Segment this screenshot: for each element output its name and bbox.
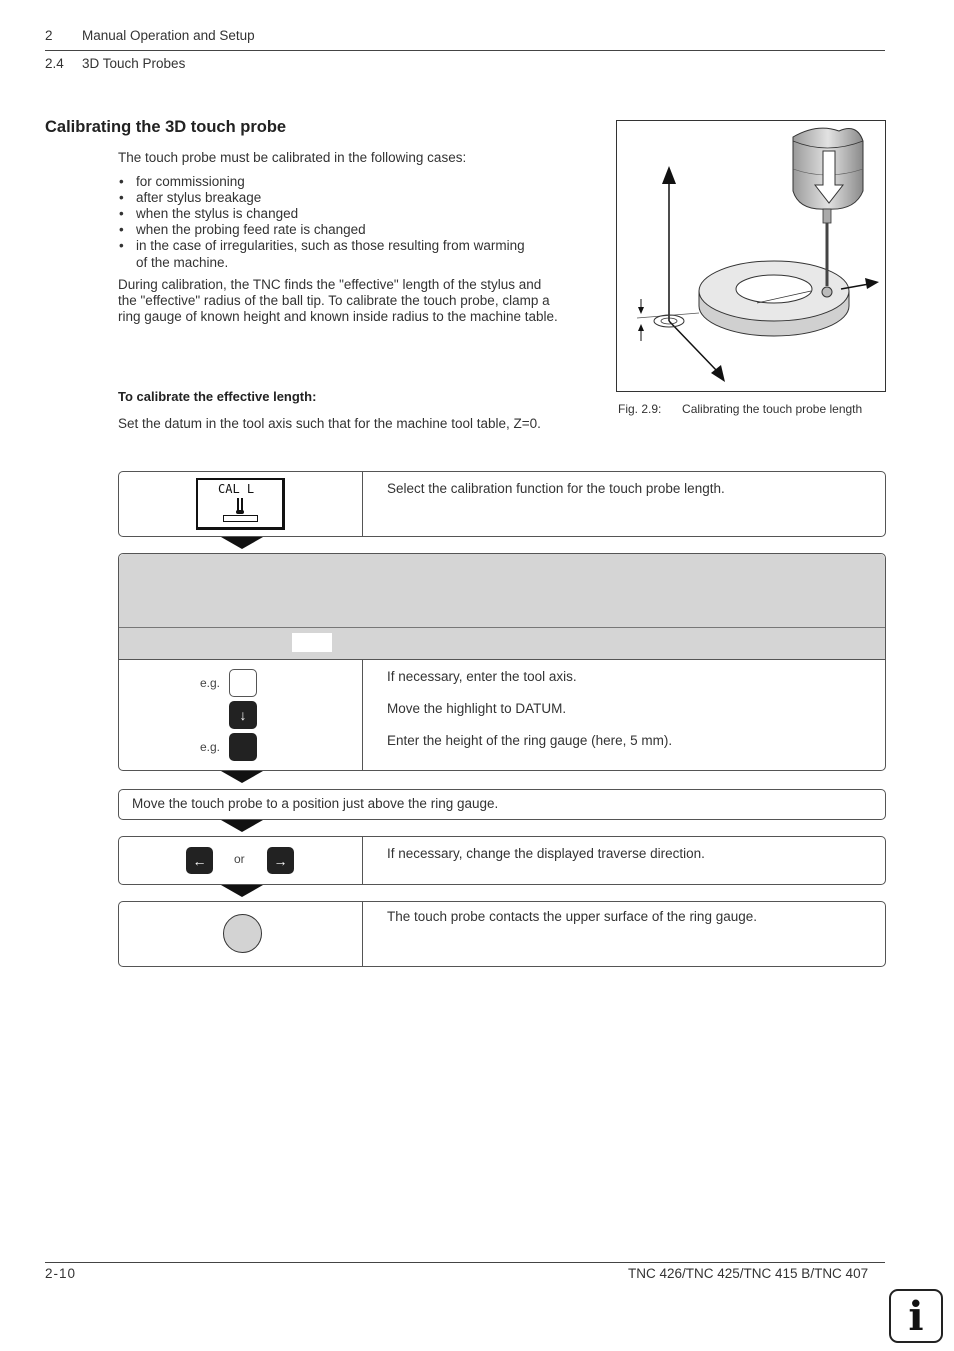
list-item: • when the stylus is changed [118,206,598,222]
softkey-label: CAL L [218,482,255,496]
list-item: • in the case of irregularities, such as those resulting from warming [118,238,598,254]
product-models: TNC 426/TNC 425/TNC 415 B/TNC 407 [628,1266,869,1281]
section-number: 2.4 [45,56,64,71]
step2-description-height: Enter the height of the ring gauge (here, 5 mm). [387,733,673,748]
list-item-continuation: of the machine. [136,255,229,270]
figure-caption [618,402,862,416]
screen-dialog-line [119,628,885,660]
cal-l-softkey[interactable] [196,478,285,530]
section-title: 3D Touch Probes [82,56,186,71]
touch-probe-illustration [617,121,885,391]
arrow-down-icon [221,885,263,897]
start-button-icon[interactable] [223,914,262,953]
intro-text: The touch probe must be calibrated in the following cases: [118,150,467,165]
figure-touch-probe [616,120,886,392]
paragraph-line: ring gauge of known height and known inside radius to the machine table. [118,309,558,324]
arrow-down-icon [221,820,263,832]
arrow-down-key[interactable] [229,701,257,729]
caption-text: Calibrating the touch probe length [682,402,863,416]
screen-area [119,554,885,628]
eg-label: e.g. [200,740,221,754]
input-field-highlight[interactable] [292,633,332,652]
footer-rule [45,1262,885,1263]
step5-description: The touch probe contacts the upper surface of the ring gauge. [387,909,757,924]
step-position-probe [118,789,886,820]
step3-description: Move the touch probe to a position just above the ring gauge. [132,796,499,811]
arrow-down-icon: ↓ [239,707,247,723]
arrow-left-key[interactable] [186,847,213,874]
arrow-down-icon [221,537,263,549]
axis-key[interactable] [229,669,257,697]
datum-note: Set the datum in the tool axis such that for the machine tool table, Z=0. [118,416,541,431]
step-select-cal-length [118,471,886,537]
step-enter-datum [118,553,886,771]
list-item: • for commissioning [118,174,598,190]
arrow-left-icon: ← [192,852,207,869]
step1-description: Select the calibration function for the touch probe length. [387,481,725,496]
step-probe-contact [118,901,886,967]
eg-label: e.g. [200,676,221,690]
paragraph-line: During calibration, the TNC finds the "effective" length of the stylus and [118,277,542,292]
calibration-paragraph [118,277,598,325]
arrow-right-icon: → [273,852,288,869]
arrow-down-icon [221,771,263,783]
caption-number: Fig. 2.9: [618,402,662,416]
section-heading: Calibrating the 3D touch probe [45,118,287,136]
step4-description: If necessary, change the displayed traverse direction. [387,846,705,861]
chapter-title: Manual Operation and Setup [82,28,255,43]
list-item: • when the probing feed rate is changed [118,222,598,238]
list-item: • after stylus breakage [118,190,598,206]
info-icon[interactable]: i [889,1289,943,1343]
subheading: To calibrate the effective length: [118,389,317,404]
step-traverse-direction [118,836,886,885]
number-key[interactable] [229,733,257,761]
cases-list [118,174,598,271]
page-number: 2-10 [45,1266,77,1281]
arrow-right-key[interactable] [267,847,294,874]
chapter-number: 2 [45,28,53,43]
step2-description-datum: Move the highlight to DATUM. [387,701,567,716]
or-label: or [234,852,245,866]
step2-description-axis: If necessary, enter the tool axis. [387,669,577,684]
header-rule [45,50,885,51]
paragraph-line: the "effective" radius of the ball tip. To calibrate the touch probe, clamp a [118,293,550,308]
